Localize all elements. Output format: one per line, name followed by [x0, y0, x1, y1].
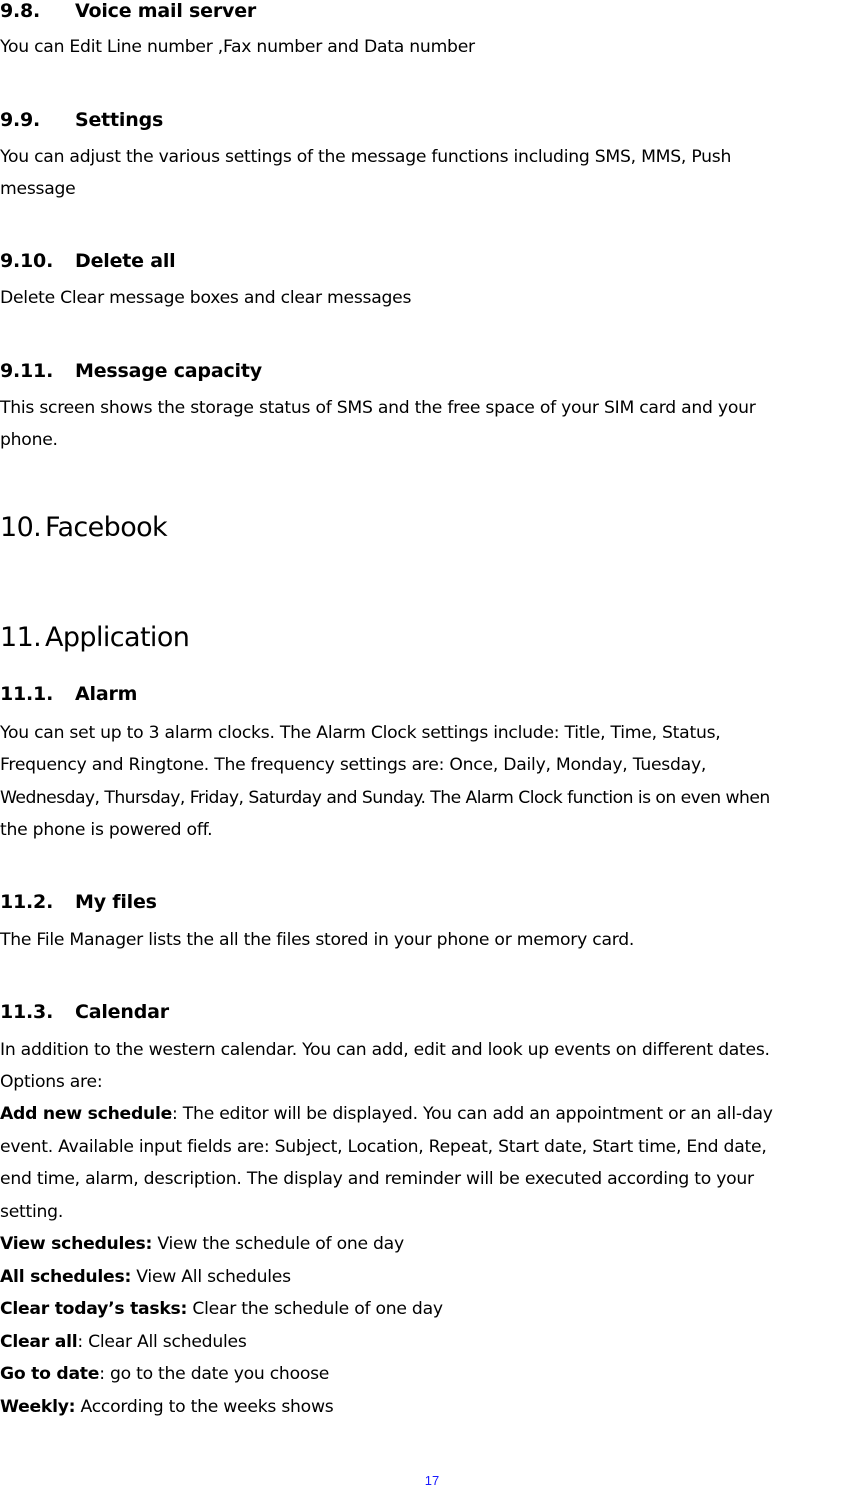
heading-9-9	[0, 109, 163, 131]
option-term: Add new schedule	[0, 1104, 173, 1124]
heading-11-1	[0, 683, 137, 705]
option-term: All schedules:	[0, 1267, 132, 1287]
paragraph-capacity-line-1: This screen shows the storage status of SMS and the free space of your SIM card and your	[0, 398, 756, 418]
option-desc: : go to the date you choose	[99, 1364, 330, 1384]
option-add-new-schedule-line-2: event. Available input fields are: Subject, Location, Repeat, Start date, Start time, End date,	[0, 1137, 767, 1157]
section-number: 11.2.	[0, 891, 54, 913]
section-title: Delete all	[75, 250, 176, 272]
option-view-schedules	[0, 1228, 404, 1261]
section-title: Message capacity	[75, 360, 262, 382]
option-clear-todays-tasks	[0, 1293, 443, 1326]
chapter-title: Facebook	[45, 512, 168, 543]
section-title: Voice mail server	[75, 0, 257, 22]
paragraph-alarm-line-1: You can set up to 3 alarm clocks. The Alarm Clock settings include: Title, Time, Status,	[0, 723, 721, 743]
section-title: Settings	[75, 109, 164, 131]
option-separator: :	[172, 1104, 178, 1124]
option-add-new-schedule	[0, 1098, 773, 1131]
chapter-number: 10.	[0, 512, 42, 543]
paragraph-voice-mail: You can Edit Line number ,Fax number and Data number	[0, 37, 475, 57]
page-number: 17	[424, 1473, 440, 1488]
section-title: Calendar	[75, 1001, 169, 1023]
paragraph-my-files: The File Manager lists the all the files stored in your phone or memory card.	[0, 930, 635, 950]
heading-11-application	[0, 622, 189, 654]
paragraph-calendar-intro-line-2: Options are:	[0, 1072, 103, 1092]
section-number: 9.9.	[0, 109, 41, 131]
option-desc: The editor will be displayed. You can add an appointment or an all-day	[177, 1104, 773, 1124]
paragraph-settings-line-1: You can adjust the various settings of the message functions including SMS, MMS, Push	[0, 147, 732, 167]
section-title: My files	[75, 891, 157, 913]
option-term: Weekly:	[0, 1397, 76, 1417]
option-weekly	[0, 1391, 333, 1424]
option-desc: : Clear All schedules	[77, 1332, 247, 1352]
option-clear-all	[0, 1326, 247, 1359]
chapter-number: 11.	[0, 622, 42, 653]
paragraph-alarm-line-2: Frequency and Ringtone. The frequency settings are: Once, Daily, Monday, Tuesday,	[0, 755, 707, 775]
section-number: 9.10.	[0, 250, 54, 272]
paragraph-calendar-intro-line-1: In addition to the western calendar. You can add, edit and look up events on different dates.	[0, 1040, 770, 1060]
heading-11-2	[0, 891, 157, 913]
section-number: 9.8.	[0, 0, 41, 22]
heading-11-3	[0, 1001, 169, 1023]
option-desc: View the schedule of one day	[152, 1234, 404, 1254]
section-title: Alarm	[75, 683, 138, 705]
option-term: Go to date	[0, 1364, 100, 1384]
chapter-title: Application	[45, 622, 190, 653]
option-all-schedules	[0, 1261, 291, 1294]
option-go-to-date	[0, 1358, 329, 1391]
paragraph-settings-line-2: message	[0, 179, 76, 199]
option-term: View schedules:	[0, 1234, 153, 1254]
section-number: 11.3.	[0, 1001, 54, 1023]
section-number: 9.11.	[0, 360, 54, 382]
heading-9-11	[0, 360, 262, 382]
paragraph-capacity-line-2: phone.	[0, 430, 58, 450]
option-add-new-schedule-line-4: setting.	[0, 1202, 64, 1222]
option-term: Clear all	[0, 1332, 78, 1352]
option-add-new-schedule-line-3: end time, alarm, description. The display and reminder will be executed according to your	[0, 1169, 754, 1189]
paragraph-delete-all: Delete Clear message boxes and clear messages	[0, 288, 412, 308]
option-desc: Clear the schedule of one day	[187, 1299, 443, 1319]
heading-9-10	[0, 250, 176, 272]
heading-10-facebook	[0, 512, 167, 544]
section-number: 11.1.	[0, 683, 54, 705]
option-desc: According to the weeks shows	[75, 1397, 334, 1417]
option-desc: View All schedules	[131, 1267, 291, 1287]
paragraph-alarm-line-4: the phone is powered off.	[0, 820, 213, 840]
paragraph-alarm-line-3: Wednesday, Thursday, Friday, Saturday and Sunday. The Alarm Clock function is on even when	[0, 788, 770, 808]
heading-9-8	[0, 0, 256, 22]
option-term: Clear today’s tasks:	[0, 1299, 188, 1319]
